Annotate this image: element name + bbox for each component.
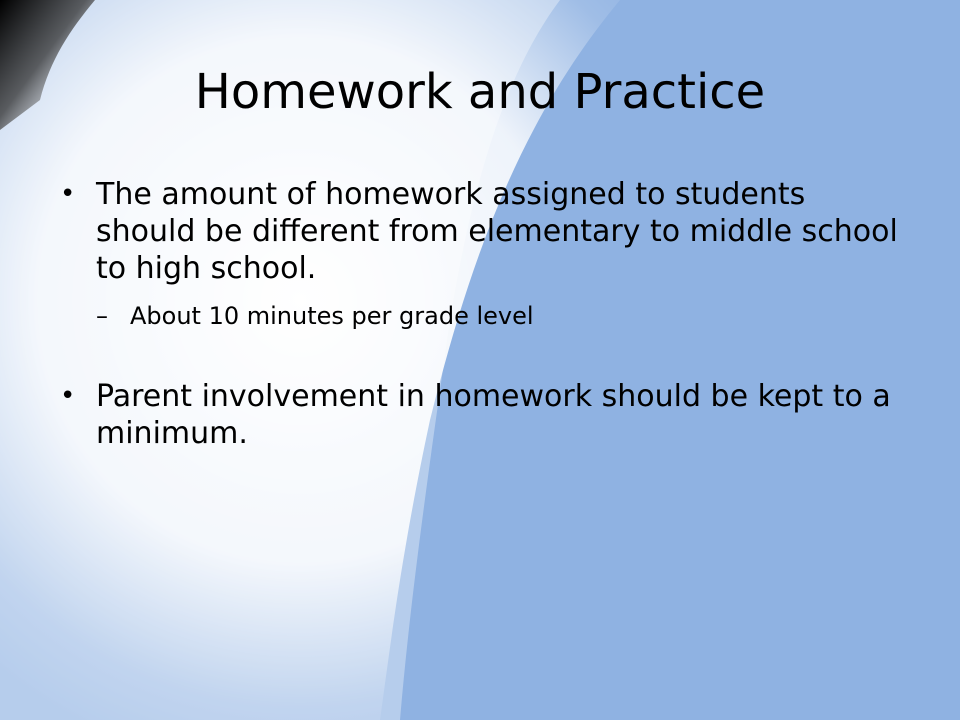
bullet-marker: • <box>60 381 76 411</box>
bullet-item-2 <box>60 378 910 452</box>
bullet-text: Parent involvement in homework should be kept to a minimum. <box>96 379 891 451</box>
slide-title: Homework and Practice <box>194 64 766 120</box>
bullet-text: The amount of homework assigned to students should be different from elementary to middle school to high school. <box>96 177 898 286</box>
sub-bullet-text: About 10 minutes per grade level <box>130 302 534 330</box>
bullet-item-1 <box>60 176 910 287</box>
sub-bullet-item-1 <box>60 301 910 331</box>
bullet-list <box>60 176 910 452</box>
bullet-marker: • <box>60 179 76 209</box>
sub-bullet-marker: – <box>96 302 108 330</box>
